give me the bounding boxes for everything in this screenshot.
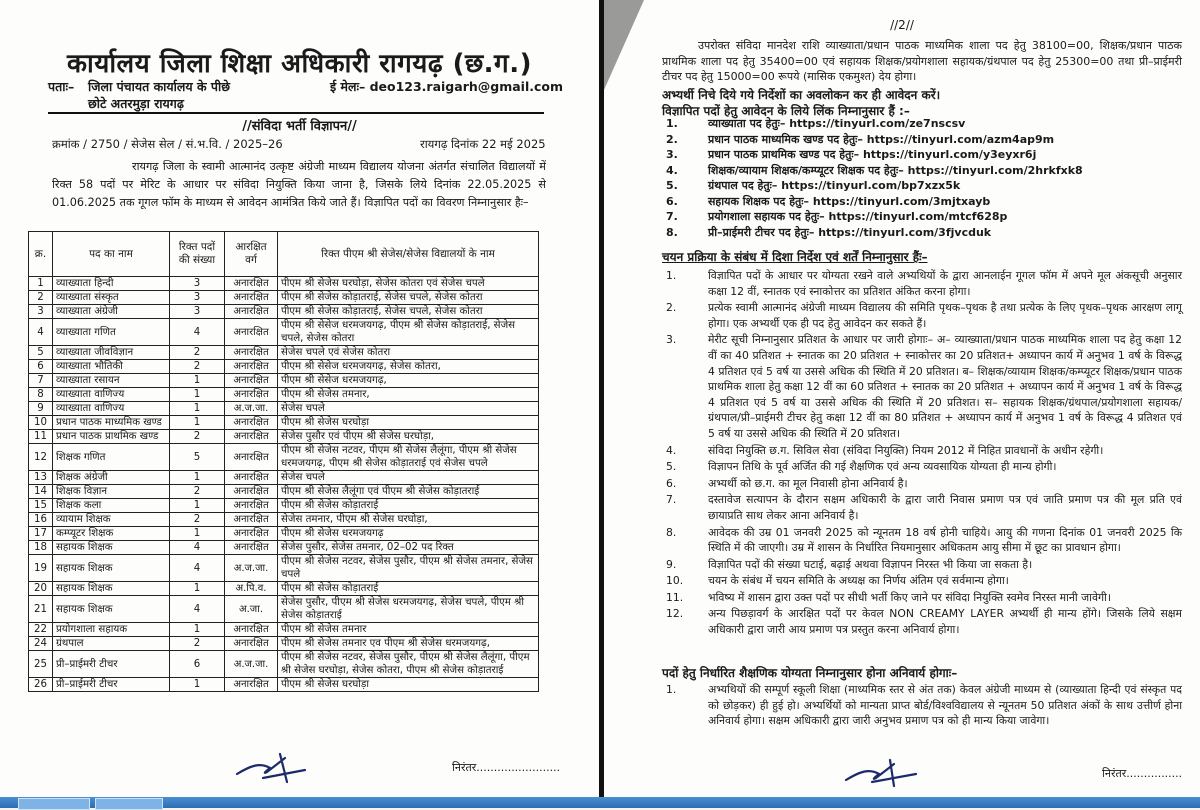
page-number: //2// <box>890 18 914 32</box>
table-row <box>29 346 539 360</box>
link-label: प्रयोगशाला सहायक पद हेतुः– <box>708 210 825 223</box>
link-label: ग्रंथपाल पद हेतुः– <box>708 179 778 192</box>
link-item <box>666 225 1083 241</box>
row-vacancy-count: 1 <box>170 388 225 402</box>
row-serial: 11 <box>29 430 53 444</box>
row-post-name: सहायक शिक्षक <box>53 582 170 596</box>
row-vacancy-count: 4 <box>170 596 225 623</box>
row-post-name: व्याख्याता जीवविज्ञान <box>53 346 170 360</box>
continued-note-1: निरंतर........................ <box>452 761 561 774</box>
row-post-name: प्रधान पाठक प्राथमिक खण्ड <box>53 430 170 444</box>
table-row <box>29 360 539 374</box>
row-serial: 19 <box>29 555 53 582</box>
table-row <box>29 485 539 499</box>
application-link[interactable]: https://tinyurl.com/2hrkfxk8 <box>907 163 1083 177</box>
row-reserved-category: अनारक्षित <box>225 277 278 291</box>
row-post-name: प्रधान पाठक माध्यमिक खण्ड <box>53 416 170 430</box>
item-number: 12. <box>666 607 684 621</box>
link-number: 3. <box>666 148 678 161</box>
row-post-name: शिक्षक अंग्रेजी <box>53 471 170 485</box>
row-post-name: सहायक शिक्षक <box>53 541 170 555</box>
row-serial: 7 <box>29 374 53 388</box>
condition-item <box>666 492 1182 523</box>
condition-item <box>666 300 1182 331</box>
row-reserved-category: अनारक्षित <box>225 360 278 374</box>
item-text: प्रत्येक स्वामी आत्मानंद अंग्रेजी माध्यम विद्यालय की समिति पृथक–पृथक है तथा प्रत्येक के लिए पृथक–पृथक आरक्षण लागू होगा। एक अभ्यर्थी एक ही पद हेतु आवेदन कर सकते हैं। <box>708 301 1182 330</box>
row-school-names: पीएम श्री सेजेस तमनार, <box>278 388 539 402</box>
row-serial: 5 <box>29 346 53 360</box>
link-item <box>666 194 1083 210</box>
row-vacancy-count: 3 <box>170 291 225 305</box>
link-number: 1. <box>666 117 678 130</box>
row-post-name: ग्रंथपाल <box>53 637 170 651</box>
link-number: 8. <box>666 225 678 239</box>
link-item <box>666 209 1083 225</box>
application-link[interactable]: https://tinyurl.com/azm4ap9m <box>866 132 1055 146</box>
row-reserved-category: अ.जा. <box>225 596 278 623</box>
row-vacancy-count: 3 <box>170 305 225 319</box>
row-vacancy-count: 1 <box>170 471 225 485</box>
row-serial: 15 <box>29 499 53 513</box>
condition-item <box>666 332 1182 441</box>
table-row <box>29 305 539 319</box>
row-serial: 14 <box>29 485 53 499</box>
row-vacancy-count: 4 <box>170 555 225 582</box>
link-item <box>666 163 1083 179</box>
taskbar-button[interactable] <box>95 798 163 810</box>
application-link[interactable]: https://tinyurl.com/mtcf628p <box>828 210 1008 223</box>
row-reserved-category: अ.ज.जा. <box>225 651 278 678</box>
row-vacancy-count: 1 <box>170 402 225 416</box>
row-vacancy-count: 1 <box>170 582 225 596</box>
row-reserved-category: अनारक्षित <box>225 527 278 541</box>
row-post-name: प्री–प्राईमरी टीचर <box>53 678 170 692</box>
instruction-line: अभ्यर्थी निचे दिये गये निर्देशों का अवलोकन कर ही आवेदन करें। <box>662 88 941 102</box>
row-school-names: पीएम श्री सेजेस तमनार <box>278 623 539 637</box>
row-school-names: सेजेस पुसौर, पीएम श्री सेजेस धरमजयगढ़, सेजेस चपले, पीएम श्री सेजेस कोड़ातराई <box>278 596 539 623</box>
condition-item <box>666 606 1182 637</box>
row-reserved-category: अनारक्षित <box>225 319 278 346</box>
link-number: 4. <box>666 163 678 177</box>
row-post-name: व्याख्याता हिन्दी <box>53 277 170 291</box>
row-school-names: पीएम श्री सेजेस कोड़ातराई <box>278 582 539 596</box>
row-reserved-category: अनारक्षित <box>225 388 278 402</box>
header-divider <box>48 112 544 114</box>
row-post-name: व्यायाम शिक्षक <box>53 513 170 527</box>
row-vacancy-count: 2 <box>170 637 225 651</box>
row-school-names: सेजेस चपले <box>278 402 539 416</box>
row-serial: 18 <box>29 541 53 555</box>
item-number: 1. <box>666 269 677 282</box>
row-serial: 21 <box>29 596 53 623</box>
row-vacancy-count: 4 <box>170 319 225 346</box>
application-link[interactable]: https://tinyurl.com/3mjtxayb <box>812 194 991 208</box>
row-vacancy-count: 1 <box>170 416 225 430</box>
row-vacancy-count: 2 <box>170 430 225 444</box>
row-reserved-category: अनारक्षित <box>225 346 278 360</box>
table-row <box>29 541 539 555</box>
link-label: प्रधान पाठक प्राथमिक खण्ड पद हेतुः– <box>708 148 860 161</box>
row-vacancy-count: 1 <box>170 527 225 541</box>
row-school-names: पीएम श्री सेजेस नटवर, सेजेस पुसौर, पीएम श्री सेजेस लैलूंगा, पीएम श्री सेजेस घरघोड़ा, सेजेस कोतरा, पीएम श्री सेजेस कोड़ातराई <box>278 651 539 678</box>
item-text: आवेदक की उम्र 01 जनवरी 2025 को न्यूनतम 18 वर्ष होनी चाहिये। आयु की गणना दिनांक 01 जनवरी 2025 कि स्थिति में की जाएगी। उम्र में शासन के निर्धारित नियमानुसार अधिकतम आयु सीमा में छूट का प्रावधान होगा। <box>708 525 1182 555</box>
item-number: 7. <box>666 493 677 507</box>
row-reserved-category: अनारक्षित <box>225 541 278 555</box>
condition-item <box>666 590 1182 606</box>
header-serial: क्र. <box>29 232 53 277</box>
table-row <box>29 623 539 637</box>
item-number: 4. <box>666 443 677 457</box>
taskbar <box>0 797 1200 808</box>
row-reserved-category: अनारक्षित <box>225 623 278 637</box>
qualification-heading: पदों हेतु निर्धारित शैक्षणिक योग्यता निम्नानुसार होना अनिवार्य होगाः– <box>662 666 958 680</box>
row-reserved-category: अनारक्षित <box>225 485 278 499</box>
item-text: भविष्य में शासन द्वारा उक्त पदों पर सीधी भर्ती किए जाने पर संविदा नियुक्ति स्वमेव निरस्त मानी जावेगी। <box>708 590 1111 604</box>
table-row <box>29 430 539 444</box>
row-school-names: पीएम श्री सेजेस कोड़ातराई, सेजेस चपले, सेजेस कोतरा <box>278 305 539 319</box>
row-reserved-category: अनारक्षित <box>225 513 278 527</box>
row-vacancy-count: 3 <box>170 277 225 291</box>
row-reserved-category: अनारक्षित <box>225 305 278 319</box>
link-item <box>666 178 1083 194</box>
address-label: पताः– <box>48 79 75 94</box>
links-heading: विज्ञापित पदों हेतु आवेदन के लिये लिंक निम्नानुसार हैं :– <box>662 104 910 118</box>
conditions-heading: चयन प्रक्रिया के संबंध में दिशा निर्देश एवं शर्तें निम्नानुसार हैंः– <box>662 250 928 264</box>
row-post-name: सहायक शिक्षक <box>53 555 170 582</box>
header-vacancy-count: रिक्त पदों की संख्या <box>170 232 225 277</box>
row-vacancy-count: 2 <box>170 360 225 374</box>
item-number: 9. <box>666 557 677 571</box>
application-link[interactable]: https://tinyurl.com/3fjvcduk <box>818 225 992 239</box>
table-row <box>29 471 539 485</box>
table-row <box>29 319 539 346</box>
item-text: अन्य पिछड़ावर्ग के आरक्षित पदों पर केवल NON CREAMY LAYER अभ्यर्थी ही मान्य होंगे। जिसके लिये सक्षम अधिकारी द्वारा जारी आय प्रमाण पत्र प्रस्तुत करना अनिवार्य होगा। <box>708 607 1182 637</box>
table-row <box>29 596 539 623</box>
row-post-name: कम्प्यूटर शिक्षक <box>53 527 170 541</box>
row-vacancy-count: 2 <box>170 346 225 360</box>
application-link[interactable]: https://tinyurl.com/ze7nscsv <box>789 117 966 130</box>
item-number: 3. <box>666 333 677 347</box>
row-reserved-category: अ.ज.जा. <box>225 402 278 416</box>
row-school-names: पीएम श्री सेजेस घरघोड़ा <box>278 416 539 430</box>
continued-note-2: निरंतर................ <box>1102 767 1183 780</box>
row-reserved-category: अनारक्षित <box>225 678 278 692</box>
row-reserved-category: अ.ज.जा. <box>225 555 278 582</box>
application-link[interactable]: https://tinyurl.com/y3eyxr6j <box>862 148 1037 161</box>
condition-item <box>666 459 1182 475</box>
link-label: प्रधान पाठक माध्यमिक खण्ड पद हेतुः– <box>708 132 863 146</box>
table-row <box>29 374 539 388</box>
link-number: 7. <box>666 210 678 223</box>
row-school-names: पीएम श्री सेसेज धरमजयगढ़, सेजेस कोतरा, <box>278 360 539 374</box>
row-post-name: व्याख्याता गणित <box>53 319 170 346</box>
table-row <box>29 416 539 430</box>
row-serial: 16 <box>29 513 53 527</box>
row-reserved-category: अनारक्षित <box>225 444 278 471</box>
header-post-name: पद का नाम <box>53 232 170 277</box>
condition-item <box>666 476 1182 492</box>
signature-left <box>235 752 315 784</box>
row-vacancy-count: 1 <box>170 499 225 513</box>
link-item <box>666 132 1083 148</box>
condition-item <box>666 525 1182 556</box>
row-post-name: व्याख्याता वाणिज्य <box>53 388 170 402</box>
item-number: 1. <box>666 683 677 696</box>
row-school-names: पीएम श्री सेजेस धरमजयगढ़ <box>278 527 539 541</box>
condition-item <box>666 557 1182 573</box>
row-reserved-category: अ.पि.व. <box>225 582 278 596</box>
taskbar-button[interactable] <box>18 798 90 810</box>
header-school-names: रिक्त पीएम श्री सेजेस/सेजेस विद्यालयों के नाम <box>278 232 539 277</box>
table-row <box>29 499 539 513</box>
row-serial: 9 <box>29 402 53 416</box>
link-number: 2. <box>666 132 678 146</box>
item-number: 6. <box>666 476 677 490</box>
row-school-names: पीएम श्री सेसेज धरमजयगढ़, <box>278 374 539 388</box>
link-label: सहायक शिक्षक पद हेतुः– <box>708 194 810 208</box>
row-reserved-category: अनारक्षित <box>225 430 278 444</box>
address-line-1: जिला पंचायत कार्यालय के पीछे <box>88 79 231 94</box>
link-label: शिक्षक/व्यायाम शिक्षक/कम्प्यूटर शिक्षक पद हेतुः– <box>708 163 904 177</box>
row-reserved-category: अनारक्षित <box>225 637 278 651</box>
table-row <box>29 277 539 291</box>
row-school-names: पीएम श्री सेजेस घरघोड़ा <box>278 678 539 692</box>
row-post-name: प्री–प्राईमरी टीचर <box>53 651 170 678</box>
row-school-names: पीएम श्री सेजेस कोड़ातराई, सेजेस चपले, सेजेस कोतरा <box>278 291 539 305</box>
table-body <box>29 277 539 692</box>
row-serial: 1 <box>29 277 53 291</box>
row-post-name: व्याख्याता संस्कृत <box>53 291 170 305</box>
table-row <box>29 555 539 582</box>
row-school-names: सेजेस पुसौर, सेजेस तमनार, 02–02 पद रिक्त <box>278 541 539 555</box>
document-page-2 <box>604 0 1200 797</box>
row-school-names: पीएम श्री सेसेज धरमजयगढ़, पीएम श्री सेजेस कोड़ातराई, सेजेस चपले, सेजेस कोतरा <box>278 319 539 346</box>
row-serial: 22 <box>29 623 53 637</box>
row-serial: 24 <box>29 637 53 651</box>
item-text: अभ्यर्थी को छ.ग. का मूल निवासी होना अनिवार्य है। <box>708 476 908 490</box>
item-number: 2. <box>666 301 677 315</box>
reference-number: क्रमांक / 2750 / सेजेस सेल / सं.भ.वि. / 2025–26 <box>52 137 283 151</box>
row-serial: 10 <box>29 416 53 430</box>
link-item <box>666 147 1083 163</box>
address-line-2: छोटे अतरमुड़ा रायगढ़ <box>88 96 184 111</box>
table-header-row <box>29 232 539 277</box>
row-serial: 4 <box>29 319 53 346</box>
table-row <box>29 651 539 678</box>
condition-item <box>666 268 1182 299</box>
place-date: रायगढ़ दिनांक 22 मई 2025 <box>420 137 546 151</box>
row-school-names: पीएम श्री सेजेस कोड़ातराई <box>278 499 539 513</box>
item-text: मेरीट सूची निम्नानुसार प्रतिशत के आधार पर जारी होगाः– अ– व्याख्याता/प्रधान पाठक माध्यमिक शाला पद हेतु कक्षा 12 वीं का 40 प्रतिशत + स्नातक का 20 प्रतिशत + स्नाकोत्तर का 20 प्रतिशत+ अध्यापन कार्य में अनुभव 1 वर्ष के विरूद्ध 4 प्रतिशत एवं 5 वर्ष या उससे अधिक की स्थिति में 20 प्रतिशत। ब– शिक्षक/व्यायाम शिक्षक/कम्प्यूटर शिक्षक/प्रधान पाठक प्राथमिक शाला हेतु कक्षा 12 वीं का 60 प्रतिशत + स्नातक का 20 प्रतिशत + अध्यापन कार्य में अनुभव 1 वर्ष के विरूद्ध 4 प्रतिशत एवं 5 वर्ष या उससे अधिक की स्थिति में 20 प्रतिशत। स– सहायक शिक्षक/ग्रंथपाल/प्रयोगशाला सहायक/ग्रंथपाल/प्री–प्राईमरी टीचर हेतु कक्षा 12 वीं का 80 प्रतिशत + अध्यापन कार्य में अनुभव 1 वर्ष के विरूद्ध 4 प्रतिशत एवं 5 वर्ष या उससे अधिक की स्थिति में 20 प्रतिशत। <box>708 333 1182 440</box>
table-row <box>29 291 539 305</box>
link-number: 6. <box>666 194 678 208</box>
row-serial: 20 <box>29 582 53 596</box>
qualification-item <box>666 682 1182 729</box>
row-vacancy-count: 2 <box>170 513 225 527</box>
row-post-name: शिक्षक गणित <box>53 444 170 471</box>
row-serial: 25 <box>29 651 53 678</box>
row-school-names: सेजेस तमनार, पीएम श्री सेजेस घरघोड़ा, <box>278 513 539 527</box>
row-post-name: सहायक शिक्षक <box>53 596 170 623</box>
signature-right <box>844 758 924 788</box>
row-reserved-category: अनारक्षित <box>225 374 278 388</box>
table-row <box>29 444 539 471</box>
conditions-list <box>666 268 1182 639</box>
link-item <box>666 116 1083 132</box>
row-serial: 8 <box>29 388 53 402</box>
item-text: संविदा नियुक्ति छ.ग. सिविल सेवा (संविदा नियुक्ति) नियम 2012 में निहित प्रावधानों के अधीन रहेगी। <box>708 443 1104 457</box>
intro-paragraph: रायगढ़ जिला के स्वामी आत्मानंद उत्कृष्ट अंग्रेजी माध्यम विद्यालय योजना अंतर्गत संचालित विद्यालयों में रिक्त 58 पदों पर मेरिट के आधार पर संविदा नियुक्ति किया जाना है, जिसके लिये दिनांक 22.05.2025 से 01.06.2025 तक गूगल फॉम के माध्यम से आवेदन आमंत्रित किये जाते हैं। विज्ञापित पदों का विवरण निम्नानुसार हैः– <box>52 160 546 209</box>
row-reserved-category: अनारक्षित <box>225 416 278 430</box>
row-vacancy-count: 1 <box>170 374 225 388</box>
condition-item <box>666 573 1182 589</box>
table-row <box>29 402 539 416</box>
item-number: 10. <box>666 574 684 588</box>
row-vacancy-count: 6 <box>170 651 225 678</box>
application-link[interactable]: https://tinyurl.com/bp7xzx5k <box>781 179 961 192</box>
row-serial: 12 <box>29 444 53 471</box>
page-corner-fold <box>604 0 644 90</box>
email-address: ई मेलः– deo123.raigarh@gmail.com <box>330 79 563 94</box>
item-text: विज्ञापित पदों के आधार पर योग्यता रखने वाले अभ्यथियों के द्वारा आनलाईन गूगल फॉम में अपने मूल अंकसूची अनुसार कक्षा 12 वीं, स्नातक एवं स्नाकोत्तर का प्रतिशत अंकित करना होगा। <box>708 269 1182 298</box>
table-row <box>29 678 539 692</box>
row-serial: 2 <box>29 291 53 305</box>
row-vacancy-count: 2 <box>170 485 225 499</box>
qualifications-list <box>666 682 1182 729</box>
condition-item <box>666 443 1182 459</box>
vacancy-table <box>28 231 539 692</box>
link-label: प्री–प्राईमरी टीचर पद हेतुः– <box>708 225 815 239</box>
item-number: 11. <box>666 590 684 604</box>
header-reserved-category: आरक्षित वर्ग <box>225 232 278 277</box>
table-row <box>29 388 539 402</box>
row-serial: 13 <box>29 471 53 485</box>
row-post-name: व्याख्याता रसायन <box>53 374 170 388</box>
row-school-names: सेजेस पुसौर एवं पीएम श्री सेजेस घरघोड़ा, <box>278 430 539 444</box>
row-post-name: प्रयोगशाला सहायक <box>53 623 170 637</box>
row-reserved-category: अनारक्षित <box>225 499 278 513</box>
row-serial: 3 <box>29 305 53 319</box>
row-school-names: सेजेस चपले एवं सेजेस कोतरा <box>278 346 539 360</box>
table-row <box>29 582 539 596</box>
item-text: दस्तावेज सत्यापन के दौरान सक्षम अधिकारी के द्वारा जारी निवास प्रमाण पत्र एवं जाति प्रमाण पत्र की मूल प्रति एवं छायाप्रति साथ लेकर आना अनिवार्य है। <box>708 493 1182 522</box>
row-vacancy-count: 1 <box>170 623 225 637</box>
row-school-names: सेजेस चपले <box>278 471 539 485</box>
row-reserved-category: अनारक्षित <box>225 471 278 485</box>
row-reserved-category: अनारक्षित <box>225 291 278 305</box>
row-school-names: पीएम श्री सेजेस लैलूंगा एवं पीएम श्री सेजेस कोड़ातराई <box>278 485 539 499</box>
row-school-names: पीएम श्री सेजेस तमनार एव पीएम श्री सेजेस धरमजयगढ़, <box>278 637 539 651</box>
item-number: 5. <box>666 460 677 474</box>
row-school-names: पीएम श्री सेजेस नटवर, सेजेस पुसौर, पीएम श्री सेजेस तमनार, सेजेस चपले <box>278 555 539 582</box>
row-serial: 6 <box>29 360 53 374</box>
table-row <box>29 637 539 651</box>
row-post-name: शिक्षक कला <box>53 499 170 513</box>
application-links-list <box>666 116 1083 240</box>
row-post-name: व्याख्याता अंग्रेजी <box>53 305 170 319</box>
row-school-names: पीएम श्री सेजेस नटवर, पीएम श्री सेजेस लैलूंगा, पीएम श्री सेजेस धरमजयगढ़, पीएम श्री सेजेस कोड़ातराई एवं सेजेस चपले <box>278 444 539 471</box>
row-post-name: व्याख्याता वाणिज्य <box>53 402 170 416</box>
link-label: व्याख्याता पद हेतुः– <box>708 117 786 130</box>
row-post-name: शिक्षक विज्ञान <box>53 485 170 499</box>
row-vacancy-count: 5 <box>170 444 225 471</box>
notice-title: //संविदा भर्ती विज्ञापन// <box>242 119 357 134</box>
table-row <box>29 527 539 541</box>
item-text: चयन के संबंध में चयन समिति के अध्यक्ष का निर्णय अंतिम एवं सर्वमान्य होगा। <box>708 574 1009 588</box>
table-row <box>29 513 539 527</box>
row-serial: 26 <box>29 678 53 692</box>
row-vacancy-count: 4 <box>170 541 225 555</box>
link-number: 5. <box>666 179 678 192</box>
item-text: अभ्यथियों की सम्पूर्ण स्कूली शिक्षा (माध्यमिक स्तर से अंत तक) केवल अंग्रेजी माध्यम से (व्याख्याता हिन्दी एवं संस्कृत पद को छोड़कर) ही हुई हो। अभ्यर्थियों को मान्यता प्राप्त बोर्ड/विश्वविद्यालय से न्यूनतम 50 प्रतिशत अंकों के साथ उत्तीर्ण होना अनिवार्य होगा। सक्षम अधिकारी द्वारा जारी अनुभव प्रमाण पत्र को ही मान्य किया जावेगा। <box>708 683 1182 728</box>
row-post-name: व्याख्याता भौतिकी <box>53 360 170 374</box>
office-title: कार्यालय जिला शिक्षा अधिकारी रागयढ़ (छ.ग.) <box>67 49 532 79</box>
item-text: विज्ञापन तिथि के पूर्व अर्जित की गई शैक्षणिक एवं अन्य व्यवसायिक योग्यता ही मान्य होगी। <box>708 460 1057 474</box>
row-school-names: पीएम श्री सेजेस घरघोड़ा, सेजेस कोतरा एवं सेजेस चपले <box>278 277 539 291</box>
row-vacancy-count: 1 <box>170 678 225 692</box>
salary-paragraph: उपरोक्त संविदा मानदेश राशि व्याख्याता/प्रधान पाठक माध्यमिक शाला पद हेतु 38100=00, शिक्षक/प्रधान पाठक प्राथमिक शाला पद हेतु 35400=00 एवं सहायक शिक्षक/प्रयोगशाला सहायक/ग्रंथपाल पद हेतु 25300=00 तथा प्री–प्राईमरी टीचर पद हेतु 15000=00 रूपये (मासिक एकमुश्त) देय होगा। <box>662 39 1182 83</box>
row-serial: 17 <box>29 527 53 541</box>
document-page-1 <box>0 0 599 797</box>
item-number: 8. <box>666 525 677 539</box>
item-text: विज्ञापित पदों की संख्या घटाई, बढ़ाई अथवा विज्ञापन निरस्त भी किया जा सकता है। <box>708 557 1033 571</box>
